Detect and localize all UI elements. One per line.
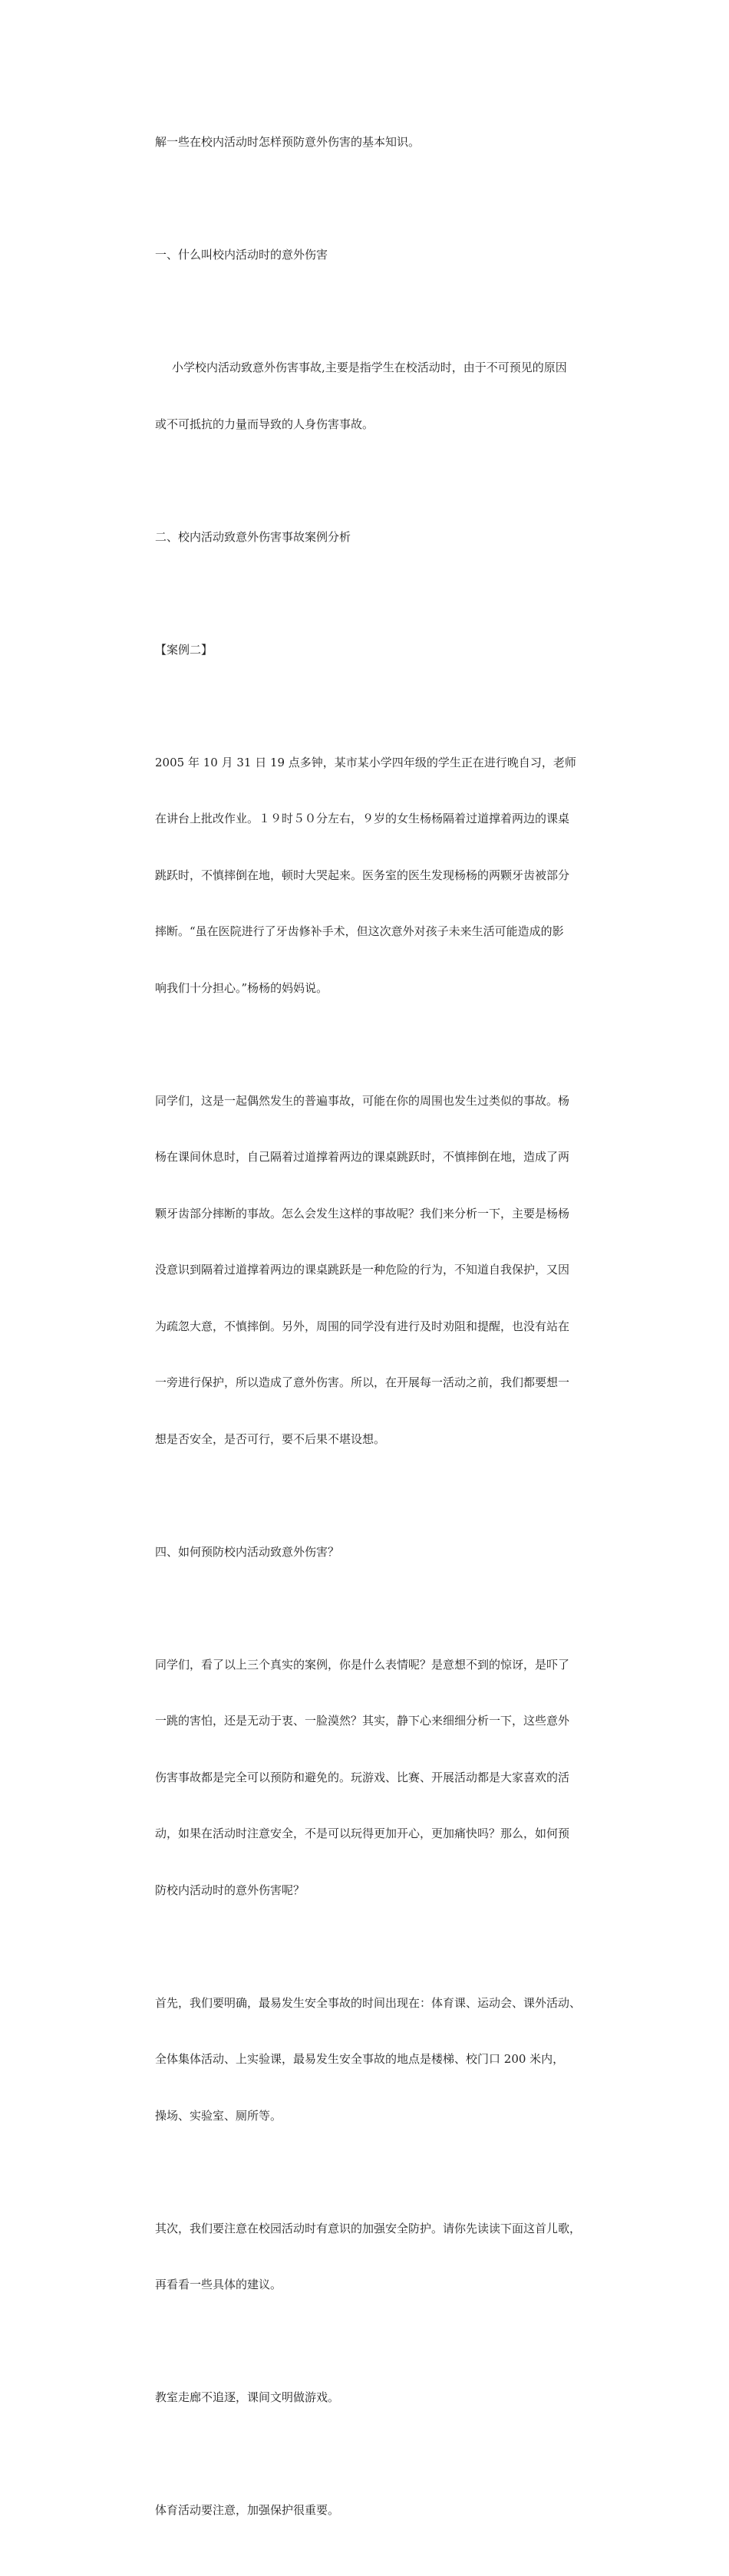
text-line: 解一些在校内活动时怎样预防意外伤害的基本知识。 <box>155 135 421 149</box>
text-line: 摔断。“虽在医院进行了牙齿修补手术，但这次意外对孩子未来生活可能造成的影 <box>155 924 564 938</box>
text-line: 响我们十分担心。”杨杨的妈妈说。 <box>155 980 328 995</box>
text-line: 颗牙齿部分摔断的事故。怎么会发生这样的事故呢？我们来分析一下，主要是杨杨 <box>155 1206 570 1220</box>
text-line: 操场、实验室、厕所等。 <box>155 2108 282 2123</box>
definition-paragraph <box>155 321 623 471</box>
text-line: 教室走廊不追逐，课间文明做游戏。 <box>155 2390 340 2404</box>
text-line: 没意识到隔着过道撑着两边的课桌跳跃是一种危险的行为，不知道自我保护，又因 <box>155 1263 570 1276</box>
section-heading-2 <box>155 490 623 585</box>
heading-text: 一、什么叫校内活动时的意外伤害 <box>155 248 328 262</box>
analysis-paragraph <box>155 1054 623 1487</box>
case-paragraph <box>155 716 623 1036</box>
text-line: 跳跃时，不慎摔倒在地，顿时大哭起来。医务室的医生发现杨杨的两颗牙齿被部分 <box>155 868 570 882</box>
text-line: 防校内活动时的意外伤害呢？ <box>155 1883 305 1897</box>
text-line: 或不可抵抗的力量而导致的人身伤害事故。 <box>155 417 374 431</box>
text-line: 杨在课间休息时，自己隔着过道撑着两边的课桌跳跃时，不慎摔倒在地，造成了两 <box>155 1150 570 1164</box>
text-line: 伤害事故都是完全可以预防和避免的。玩游戏、比赛、开展活动都是大家喜欢的活 <box>155 1770 570 1784</box>
heading-text: 四、如何预防校内活动致意外伤害？ <box>155 1544 340 1559</box>
document-page <box>155 95 623 2576</box>
heading-text: 二、校内活动致意外伤害事故案例分析 <box>155 529 351 544</box>
text-line: 在讲台上批改作业。１９时５０分左右，９岁的女生杨杨隔着过道撑着两边的课桌 <box>155 812 570 825</box>
prevention-paragraph <box>155 1618 623 1938</box>
section-heading-4 <box>155 1505 623 1599</box>
rhyme-line-2 <box>155 2463 623 2558</box>
text-line: 想是否安全，是否可行，要不后果不堪设想。 <box>155 1431 386 1446</box>
text-line: 再看看一些具体的建议。 <box>155 2278 282 2291</box>
second-point-paragraph <box>155 2182 623 2332</box>
text-line: 首先，我们要明确，最易发生安全事故的时间出现在：体育课、运动会、课外活动、 <box>155 1995 582 2010</box>
text-line: 小学校内活动致意外伤害事故,主要是指学生在校活动时，由于不可预见的原因 <box>172 361 567 374</box>
text-line: 动，如果在活动时注意安全，不是可以玩得更加开心，更加痛快吗？那么，如何预 <box>155 1827 570 1840</box>
first-point-paragraph <box>155 1956 623 2163</box>
case-label <box>155 603 623 697</box>
text-line: 一旁进行保护，所以造成了意外伤害。所以，在开展每一活动之前，我们都要想一 <box>155 1375 570 1389</box>
text-line: 体育活动要注意，加强保护很重要。 <box>155 2503 340 2517</box>
text-line: 其次，我们要注意在校园活动时有意识的加强安全防护。请你先读读下面这首儿歌， <box>155 2221 582 2235</box>
section-heading-1 <box>155 208 623 302</box>
text-line: 2005 年 10 月 31 日 19 点多钟，某市某小学四年级的学生正在进行晚自习，老师 <box>155 755 576 769</box>
case-title: 【案例二】 <box>155 642 213 657</box>
rhyme-line-1 <box>155 2350 623 2445</box>
text-line: 同学们，看了以上三个真实的案例，你是什么表情呢？是意想不到的惊讶，是吓了 <box>155 1657 570 1672</box>
text-line: 为疏忽大意，不慎摔倒。另外，周围的同学没有进行及时劝阻和提醒，也没有站在 <box>155 1319 570 1333</box>
text-line: 同学们，这是一起偶然发生的普遍事故，可能在你的周围也发生过类似的事故。杨 <box>155 1093 570 1108</box>
intro-paragraph <box>155 95 623 189</box>
text-line: 全体集体活动、上实验课，最易发生安全事故的地点是楼梯、校门口 200 米内， <box>155 2052 565 2066</box>
text-line: 一跳的害怕，还是无动于衷、一脸漠然？其实，静下心来细细分析一下，这些意外 <box>155 1714 570 1728</box>
